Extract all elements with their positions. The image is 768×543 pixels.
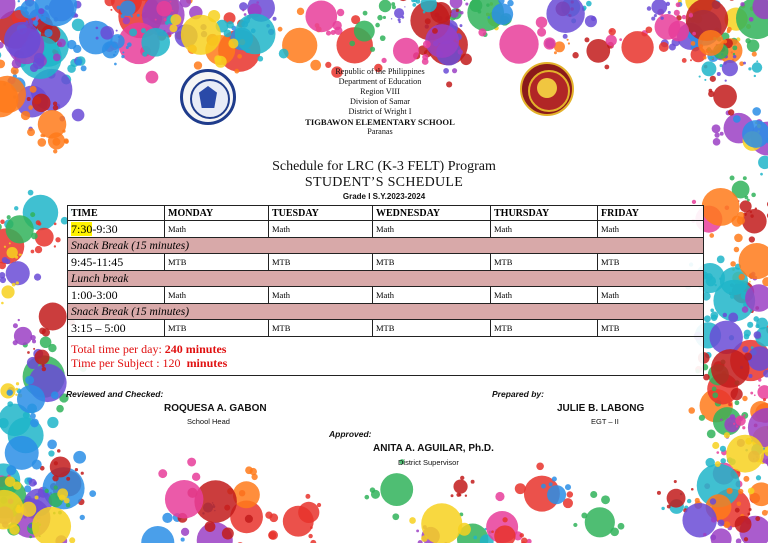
subject-cell: MTB xyxy=(491,254,598,271)
schedule-table xyxy=(67,205,704,376)
table-row xyxy=(68,320,704,337)
break-label: Snack Break (15 minutes) xyxy=(68,238,704,254)
prepared-label: Prepared by: xyxy=(492,389,544,399)
column-header: FRIDAY xyxy=(598,206,704,221)
total-label: Total time per day: xyxy=(71,342,162,356)
subject-cell: Math xyxy=(269,287,373,304)
preparer-position: EGT – II xyxy=(591,417,619,426)
table-row xyxy=(68,287,704,304)
subject-cell: Math xyxy=(269,221,373,238)
document-subtitle: STUDENT’S SCHEDULE xyxy=(304,175,464,190)
totals-row xyxy=(68,337,704,376)
subject-cell: Math xyxy=(373,221,491,238)
break-label: Lunch break xyxy=(68,271,704,287)
reviewer-name: ROQUESA A. GABON xyxy=(164,403,267,414)
letterhead-line: Division of Samar xyxy=(349,97,411,106)
subject-cell: MTB xyxy=(165,320,269,337)
preparer-name: JULIE B. LABONG xyxy=(557,403,645,414)
subject-cell: Math xyxy=(165,287,269,304)
totals-cell xyxy=(68,337,704,376)
break-row xyxy=(68,271,704,287)
reviewed-label: Reviewed and Checked: xyxy=(66,389,164,399)
time-cell: 3:15 – 5:00 xyxy=(68,320,165,337)
deped-seal-logo xyxy=(180,69,236,125)
break-row xyxy=(68,238,704,254)
grade-school-year: Grade I S.Y.2023-2024 xyxy=(342,192,426,201)
reviewer-position: School Head xyxy=(187,417,230,426)
subject-value: minutes xyxy=(186,356,228,370)
approved-label: Approved: xyxy=(329,429,372,439)
subject-cell: Math xyxy=(373,287,491,304)
school-name: TIGBAWON ELEMENTARY SCHOOL xyxy=(305,117,455,127)
subject-cell: MTB xyxy=(491,320,598,337)
letterhead xyxy=(230,67,530,137)
column-header: TUESDAY xyxy=(269,206,373,221)
time-cell xyxy=(68,221,165,238)
total-value: 240 minutes xyxy=(164,342,227,356)
time-cell: 9:45-11:45 xyxy=(68,254,165,271)
table-row xyxy=(68,221,704,238)
document-title: Schedule for LRC (K-3 FELT) Program xyxy=(272,159,496,174)
subject-cell: MTB xyxy=(598,320,704,337)
approver-position: District Supervisor xyxy=(398,458,459,467)
column-header: MONDAY xyxy=(165,206,269,221)
subject-cell: Math xyxy=(491,287,598,304)
break-label: Snack Break (15 minutes) xyxy=(68,304,704,320)
subject-cell: MTB xyxy=(269,254,373,271)
letterhead-line: District of Wright I xyxy=(348,107,412,116)
subject-cell: MTB xyxy=(373,254,491,271)
subject-cell: MTB xyxy=(269,320,373,337)
letterhead-line: Republic of the Philippines xyxy=(335,67,425,76)
highlighted-time: 7:30 xyxy=(71,221,93,236)
subject-cell: Math xyxy=(598,287,704,304)
letterhead-line: Region VIII xyxy=(360,87,400,96)
break-row xyxy=(68,304,704,320)
school-location: Paranas xyxy=(367,127,393,136)
column-header: WEDNESDAY xyxy=(373,206,491,221)
total-per-day xyxy=(71,342,700,356)
time-cell: 1:00-3:00 xyxy=(68,287,165,304)
time-text: -9:30 xyxy=(92,221,118,236)
subject-label: Time per Subject : 120 xyxy=(71,356,181,370)
column-header: TIME xyxy=(68,206,165,221)
column-header: THURSDAY xyxy=(491,206,598,221)
subject-cell: MTB xyxy=(165,254,269,271)
time-per-subject xyxy=(71,356,700,370)
letterhead-line: Department of Education xyxy=(338,77,422,86)
subject-cell: MTB xyxy=(598,254,704,271)
table-row xyxy=(68,254,704,271)
subject-cell: Math xyxy=(491,221,598,238)
subject-cell: MTB xyxy=(373,320,491,337)
subject-cell: Math xyxy=(598,221,704,238)
table-header-row xyxy=(68,206,704,221)
subject-cell: Math xyxy=(165,221,269,238)
approver-name: ANITA A. AGUILAR, Ph.D. xyxy=(373,443,494,454)
